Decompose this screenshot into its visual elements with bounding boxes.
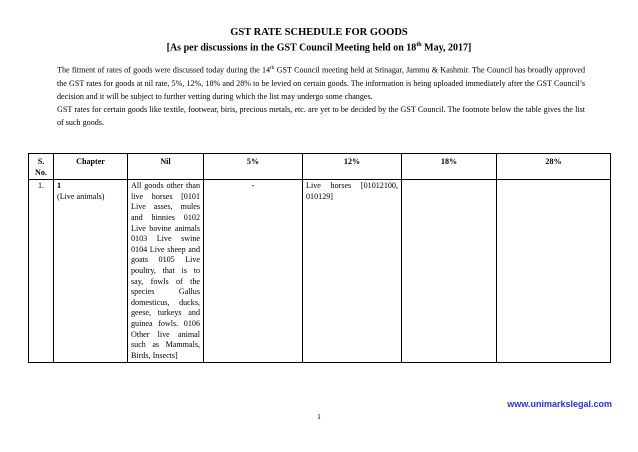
intro-p1-end: GST Council meeting held at Srinagar, Jammu & Kashmir. The Council has broadly approved the GST rates for goods at nil rate, 5%, 12%, 18% and 28% to be levied on certain goods. The information is being uploaded immediately after the GST Council’s decision and it will be subject to further vetting during which the list may undergo some changes. [57,65,585,102]
cell-18-percent [402,180,497,363]
subtitle-text-start: [As per discussions in the GST Council Meeting held on 18 [166,42,417,54]
page-number: 1 [317,412,321,421]
header-28-percent: 28% [497,154,611,180]
header-12-percent: 12% [303,154,402,180]
website-link[interactable]: www.unimarkslegal.com [507,399,612,409]
intro-p1-start: The fitment of rates of goods were discussed today during the 14 [57,65,271,75]
subtitle-ordinal-suffix: th [416,42,422,48]
cell-nil-goods: All goods other than live horses [0101 Live asses, mules and hinnies 0102 Live bovine animals 0103 Live swine 0104 Live sheep and goats 0105 Live poultry, that is to say, fowls of the species Gallus domesticus, ducks, geese, turkeys and guinea fowls. 0106 Other live animal such as Mammals, Birds, Insects] [128,180,204,363]
header-18-percent: 18% [402,154,497,180]
cell-28-percent [497,180,611,363]
chapter-name: (Live animals) [57,191,105,201]
intro-paragraph-2: GST rates for certain goods like textile, footwear, biris, precious metals, etc. are yet to be decided by the GST Council. The footnote below the table gives the list of such goods. [57,105,585,128]
gst-rate-table [28,153,611,363]
header-nil: Nil [128,154,204,180]
cell-12-percent: Live horses [01012100, 010129] [303,180,402,363]
table-header-row [29,154,611,180]
header-chapter: Chapter [54,154,128,180]
intro-p1-ordinal-suffix: th [270,65,275,71]
intro-paragraph-1 [57,62,585,103]
document-subtitle [0,39,638,54]
header-5-percent: 5% [204,154,303,180]
cell-5-percent: - [204,180,303,363]
table-row [29,180,611,363]
chapter-number: 1 [57,181,62,191]
subtitle-text-end: May, 2017] [421,42,472,54]
cell-sno: 1. [29,180,54,363]
cell-chapter [54,180,128,363]
header-sno: S. No. [29,154,54,180]
document-title: GST RATE SCHEDULE FOR GOODS [230,27,408,38]
